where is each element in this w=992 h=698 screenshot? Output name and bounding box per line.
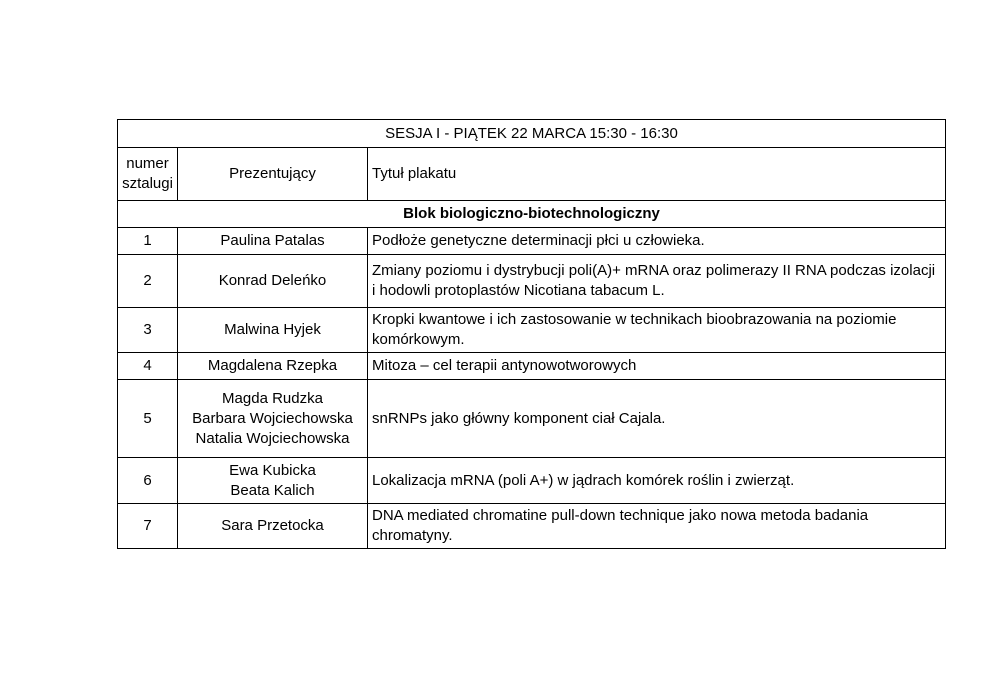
- block-row: [118, 201, 946, 228]
- row-presenter: Magdalena Rzepka: [178, 353, 368, 380]
- presenter-name: Magda Rudzka: [222, 389, 323, 407]
- session-title: SESJA I - PIĄTEK 22 MARCA 15:30 - 16:30: [118, 120, 946, 148]
- row-number: 5: [118, 380, 178, 458]
- session-schedule-table: [117, 119, 946, 549]
- row-presenter: Paulina Patalas: [178, 228, 368, 255]
- row-presenter: Konrad Deleńko: [178, 255, 368, 308]
- row-number: 6: [118, 458, 178, 504]
- row-presenter: [178, 458, 368, 504]
- row-title: Podłoże genetyczne determinacji płci u człowieka.: [368, 228, 946, 255]
- row-number: 3: [118, 308, 178, 353]
- row-title: DNA mediated chromatine pull-down technique jako nowa metoda badania chromatyny.: [368, 504, 946, 549]
- header-number: [118, 148, 178, 201]
- table-row: [118, 380, 946, 458]
- table-row: [118, 458, 946, 504]
- row-number: 2: [118, 255, 178, 308]
- row-presenter: Sara Przetocka: [178, 504, 368, 549]
- block-title: Blok biologiczno-biotechnologiczny: [118, 201, 946, 228]
- header-title: Tytuł plakatu: [368, 148, 946, 201]
- session-header-row: [118, 120, 946, 148]
- row-presenter: Malwina Hyjek: [178, 308, 368, 353]
- table-row: [118, 504, 946, 549]
- row-title: snRNPs jako główny komponent ciał Cajala.: [368, 380, 946, 458]
- row-number: 4: [118, 353, 178, 380]
- table-row: [118, 308, 946, 353]
- row-title: Zmiany poziomu i dystrybucji poli(A)+ mRNA oraz polimerazy II RNA podczas izolacji i hodowli protoplastów Nicotiana tabacum L.: [368, 255, 946, 308]
- header-presenter: Prezentujący: [178, 148, 368, 201]
- row-number: 7: [118, 504, 178, 549]
- presenter-name: Ewa Kubicka: [229, 461, 316, 479]
- row-presenter: [178, 380, 368, 458]
- row-title: Kropki kwantowe i ich zastosowanie w technikach bioobrazowania na poziomie komórkowym.: [368, 308, 946, 353]
- table-row: [118, 228, 946, 255]
- row-title: Lokalizacja mRNA (poli A+) w jądrach komórek roślin i zwierząt.: [368, 458, 946, 504]
- header-number-line2: sztalugi: [122, 175, 173, 192]
- column-header-row: [118, 148, 946, 201]
- table-row: [118, 353, 946, 380]
- presenter-name: Beata Kalich: [230, 481, 315, 499]
- presenter-name: Barbara Wojciechowska: [192, 409, 353, 427]
- row-title: Mitoza – cel terapii antynowotworowych: [368, 353, 946, 380]
- header-number-line1: numer: [126, 155, 169, 172]
- table-row: [118, 255, 946, 308]
- presenter-name: Natalia Wojciechowska: [195, 429, 350, 447]
- row-number: 1: [118, 228, 178, 255]
